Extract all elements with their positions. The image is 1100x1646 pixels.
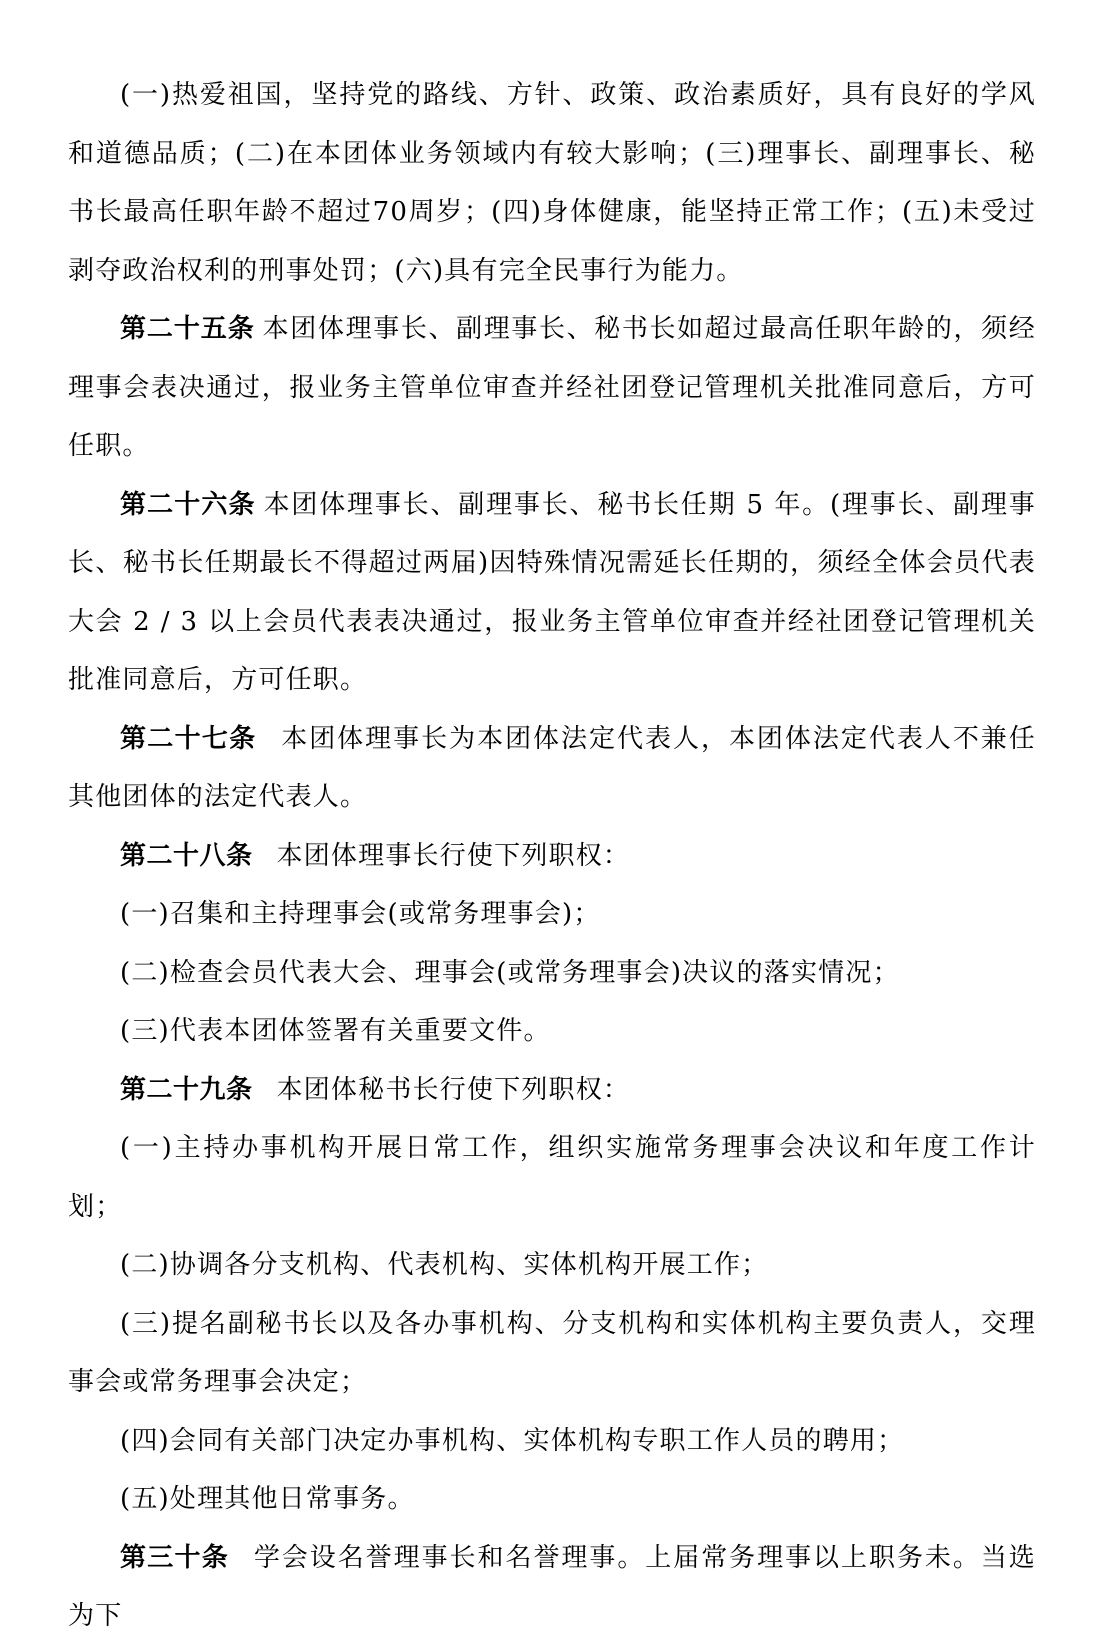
article-title: 第二十九条 [120, 1074, 253, 1105]
list-item-text: (二)协调各分支机构、代表机构、实体机构开展工作； [120, 1250, 769, 1280]
article-29 [68, 1061, 1036, 1120]
article-30 [68, 1529, 1036, 1646]
paragraph-text: (一)热爱祖国，坚持党的路线、方针、政策、政治素质好，具有良好的学风和道德品质；(二)在本团体业务领域内有较大影响；(三)理事长、副理事长、秘书长最高任职年龄不超过70周岁；(四)身体健康，能坚持正常工作；(五)未受过剥夺政治权利的刑事处罚；(六)具有完全民事行为能力。 [68, 80, 1036, 286]
article-title: 第二十五条 [120, 314, 255, 344]
list-item [68, 944, 1036, 1003]
paragraph-qualifications [68, 66, 1036, 300]
article-27 [68, 710, 1036, 827]
article-text: 本团体理事长为本团体法定代表人，本团体法定代表人不兼任其他团体的法定代表人。 [68, 723, 1036, 812]
list-item-text: (三)提名副秘书长以及各办事机构、分支机构和实体机构主要负责人，交理事会或常务理事会决定； [68, 1308, 1036, 1397]
article-text: 学会设名誉理事长和名誉理事。上届常务理事以上职务未。当选为下 [68, 1542, 1036, 1631]
list-item [68, 885, 1036, 944]
article-25 [68, 300, 1036, 476]
article-text: 本团体理事长、副理事长、秘书长如超过最高任职年龄的，须经理事会表决通过，报业务主管单位审查并经社团登记管理机关批准同意后，方可任职。 [68, 314, 1036, 461]
list-item [68, 1236, 1036, 1295]
list-item [68, 1119, 1036, 1236]
document-page [68, 66, 1036, 1646]
article-title: 第二十八条 [120, 840, 253, 871]
list-item [68, 1470, 1036, 1529]
article-text: 本团体理事长、副理事长、秘书长任期 5 年。(理事长、副理事长、秘书长任期最长不得超过两届)因特殊情况需延长任期的，须经全体会员代表大会 2 / 3 以上会员代表表决通过，报业务主管单位审查并经社团登记管理机关批准同意后，方可任职。 [68, 489, 1036, 695]
list-item-text: (三)代表本团体签署有关重要文件。 [120, 1016, 551, 1046]
article-28 [68, 827, 1036, 886]
article-title: 第二十六条 [120, 489, 256, 520]
article-title: 第三十条 [120, 1542, 230, 1573]
list-item-text: (二)检查会员代表大会、理事会(或常务理事会)决议的落实情况； [120, 957, 900, 988]
article-text: 本团体秘书长行使下列职权： [276, 1074, 631, 1105]
article-26 [68, 476, 1036, 710]
article-title: 第二十七条 [120, 723, 257, 754]
list-item [68, 1002, 1036, 1061]
list-item-text: (一)召集和主持理事会(或常务理事会)； [120, 899, 601, 929]
list-item-text: (一)主持办事机构开展日常工作，组织实施常务理事会决议和年度工作计划； [68, 1133, 1036, 1222]
article-text: 本团体理事长行使下列职权： [276, 840, 631, 871]
list-item [68, 1295, 1036, 1412]
list-item-text: (四)会同有关部门决定办事机构、实体机构专职工作人员的聘用； [120, 1425, 905, 1456]
list-item [68, 1412, 1036, 1471]
list-item-text: (五)处理其他日常事务。 [120, 1484, 415, 1514]
